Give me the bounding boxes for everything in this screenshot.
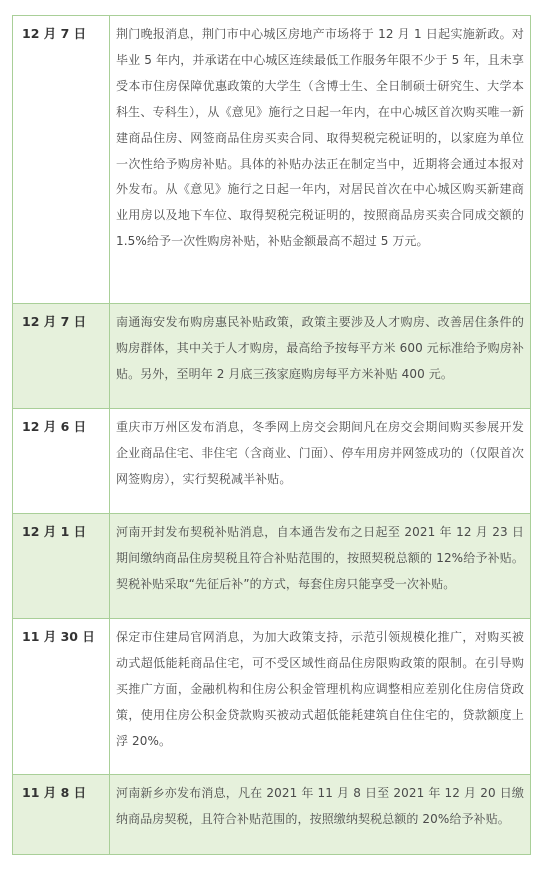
date-cell: 12 月 7 日 xyxy=(13,16,110,304)
table-row xyxy=(13,304,531,409)
policy-table xyxy=(12,15,531,855)
content-cell: 保定市住建局官网消息，为加大政策支持，示范引领规模化推广，对购买被动式超低能耗商品住宅，可不受区域性商品住房限购政策的限制。在引导购买推广方面，金融机构和住房公积金管理机构应调整相应差别化住房信贷政策，使用住房公积金贷款购买被动式超低能耗建筑自住住宅的，贷款额度上浮 20%。 xyxy=(110,619,531,775)
table-row xyxy=(13,619,531,775)
content-cell: 河南开封发布契税补贴消息，自本通告发布之日起至 2021 年 12 月 23 日期间缴纳商品住房契税且符合补贴范围的，按照契税总额的 12%给予补贴。契税补贴采取“先征后补”的方式，每套住房只能享受一次补贴。 xyxy=(110,514,531,619)
table-row xyxy=(13,409,531,514)
table-row xyxy=(13,514,531,619)
content-cell: 重庆市万州区发布消息，冬季网上房交会期间凡在房交会期间购买参展开发企业商品住宅、非住宅（含商业、门面）、停车用房并网签成功的（仅限首次网签购房），实行契税减半补贴。 xyxy=(110,409,531,514)
content-cell: 南通海安发布购房惠民补贴政策，政策主要涉及人才购房、改善居住条件的购房群体，其中关于人才购房，最高给予按每平方米 600 元标准给予购房补贴。另外，至明年 2 月底三孩家庭购房每平方米补贴 400 元。 xyxy=(110,304,531,409)
table-row xyxy=(13,16,531,304)
date-cell: 12 月 6 日 xyxy=(13,409,110,514)
date-cell: 12 月 1 日 xyxy=(13,514,110,619)
date-cell: 12 月 7 日 xyxy=(13,304,110,409)
content-cell: 河南新乡亦发布消息，凡在 2021 年 11 月 8 日至 2021 年 12 月 20 日缴纳商品房契税，且符合补贴范围的，按照缴纳契税总额的 20%给予补贴。 xyxy=(110,775,531,855)
date-cell: 11 月 30 日 xyxy=(13,619,110,775)
content-cell: 荆门晚报消息，荆门市中心城区房地产市场将于 12 月 1 日起实施新政。对毕业 5 年内，并承诺在中心城区连续最低工作服务年限不少于 5 年，且未享受本市住房保障优惠政策的大学生（含博士生、全日制硕士研究生、大学本科生、专科生），从《意见》施行之日起一年内，在中心城区首次购买唯一新建商品住房、网签商品住房买卖合同、取得契税完税证明的，以家庭为单位一次性给予购房补贴。具体的补贴办法正在制定当中，近期将会通过本报对外发布。从《意见》施行之日起一年内，对居民首次在中心城区购买新建商业用房以及地下车位、取得契税完税证明的，按照商品房买卖合同成交额的 1.5%给予一次性购房补贴，补贴金额最高不超过 5 万元。 xyxy=(110,16,531,304)
date-cell: 11 月 8 日 xyxy=(13,775,110,855)
table-row xyxy=(13,775,531,855)
